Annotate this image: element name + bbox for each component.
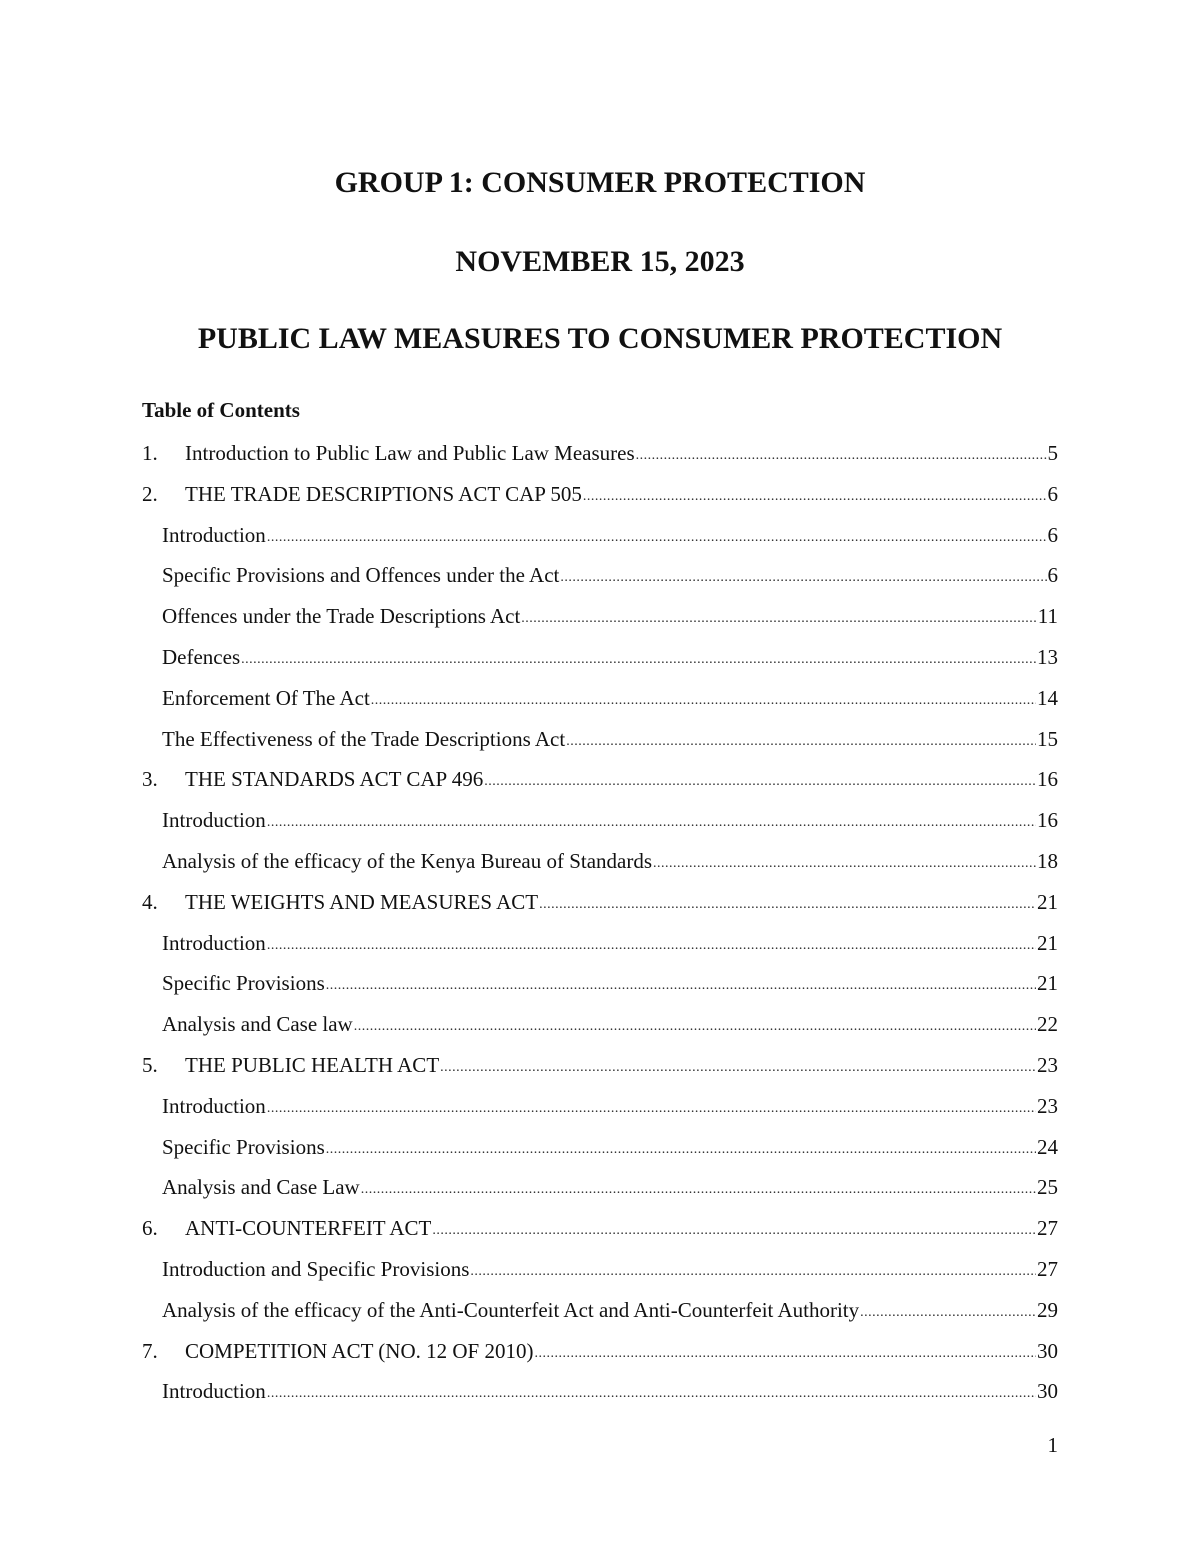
toc-entry-page: 21 <box>1037 971 1058 996</box>
toc-entry-page: 21 <box>1037 930 1058 955</box>
toc-dot-leader <box>267 1376 1036 1412</box>
toc-dot-leader <box>521 601 1036 637</box>
toc-entry-label: Introduction <box>162 1379 266 1404</box>
toc-entry-label: THE STANDARDS ACT CAP 496 <box>185 767 484 792</box>
toc-entry-subsection[interactable] <box>142 968 1058 1009</box>
toc-entry-label: Analysis and Case law <box>162 1012 353 1037</box>
toc-entry-label: COMPETITION ACT (NO. 12 OF 2010) <box>185 1338 534 1363</box>
toc-dot-leader <box>539 887 1036 923</box>
toc-entry-section[interactable] <box>142 438 1058 479</box>
toc-dot-leader <box>354 1009 1036 1045</box>
toc-entry-subsection[interactable] <box>142 1295 1058 1336</box>
toc-entry-subsection[interactable] <box>142 642 1058 683</box>
toc-entry-label: Specific Provisions <box>162 971 325 996</box>
toc-entry-page: 27 <box>1037 1256 1058 1281</box>
document-date: NOVEMBER 15, 2023 <box>455 245 745 278</box>
toc-entry-section[interactable] <box>142 1050 1058 1091</box>
toc-entry-subsection[interactable] <box>142 1172 1058 1213</box>
toc-entry-page: 23 <box>1037 1052 1058 1077</box>
toc-dot-leader <box>636 438 1047 474</box>
toc-entry-label: THE TRADE DESCRIPTIONS ACT CAP 505 <box>185 481 582 506</box>
toc-entry-page: 23 <box>1037 1093 1058 1118</box>
toc-entry-section[interactable] <box>142 1336 1058 1377</box>
toc-entry-label: THE PUBLIC HEALTH ACT <box>185 1052 440 1077</box>
toc-dot-leader <box>267 520 1047 556</box>
toc-entry-label: Analysis of the efficacy of the Anti-Counterfeit Act and Anti-Counterfeit Authority <box>162 1297 860 1322</box>
toc-entry-label: THE WEIGHTS AND MEASURES ACT <box>185 889 539 914</box>
toc-entry-section[interactable] <box>142 479 1058 520</box>
toc-entry-label: Offences under the Trade Descriptions Act <box>162 604 521 629</box>
toc-dot-leader <box>583 479 1047 515</box>
toc-dot-leader <box>267 928 1036 964</box>
page-number: 1 <box>1047 1433 1058 1457</box>
toc-entry-number: 2. <box>142 481 158 506</box>
toc-entry-label: Specific Provisions <box>162 1134 325 1159</box>
toc-entry-label: Introduction <box>162 522 266 547</box>
toc-dot-leader <box>361 1172 1036 1208</box>
toc-dot-leader <box>267 1091 1036 1127</box>
toc-dot-leader <box>470 1254 1036 1290</box>
toc-entry-page: 6 <box>1047 522 1058 547</box>
toc-entry-subsection[interactable] <box>142 683 1058 724</box>
toc-entry-number: 3. <box>142 767 158 792</box>
toc-entry-page: 15 <box>1037 726 1058 751</box>
toc-entry-subsection[interactable] <box>142 1254 1058 1295</box>
toc-dot-leader <box>560 560 1046 596</box>
toc-entry-subsection[interactable] <box>142 560 1058 601</box>
toc-entry-page: 30 <box>1037 1338 1058 1363</box>
toc-entry-page: 11 <box>1037 604 1058 629</box>
toc-dot-leader <box>326 968 1036 1004</box>
toc-entry-subsection[interactable] <box>142 1091 1058 1132</box>
toc-entry-number: 4. <box>142 889 158 914</box>
toc-entry-page: 22 <box>1037 1012 1058 1037</box>
toc-dot-leader <box>653 846 1036 882</box>
toc-entry-page: 29 <box>1037 1297 1058 1322</box>
toc-entry-page: 25 <box>1037 1175 1058 1200</box>
toc-dot-leader <box>326 1132 1036 1168</box>
toc-entry-page: 6 <box>1047 563 1058 588</box>
toc-dot-leader <box>440 1050 1036 1086</box>
toc-entry-page: 27 <box>1037 1216 1058 1241</box>
toc-entry-label: ANTI-COUNTERFEIT ACT <box>185 1216 432 1241</box>
toc-dot-leader <box>566 724 1036 760</box>
toc-entry-page: 14 <box>1037 685 1058 710</box>
toc-entry-label: Analysis of the efficacy of the Kenya Bureau of Standards <box>162 848 653 873</box>
toc-entry-label: Specific Provisions and Offences under the Act <box>162 563 560 588</box>
toc-entry-page: 21 <box>1037 889 1058 914</box>
toc-entry-page: 5 <box>1047 441 1058 465</box>
toc-entry-subsection[interactable] <box>142 928 1058 969</box>
table-of-contents <box>142 438 1058 1417</box>
toc-entry-section[interactable] <box>142 1213 1058 1254</box>
document-subtitle: PUBLIC LAW MEASURES TO CONSUMER PROTECTION <box>197 322 1003 355</box>
toc-entry-label: The Effectiveness of the Trade Descriptions Act <box>162 726 566 751</box>
toc-entry-section[interactable] <box>142 764 1058 805</box>
toc-entry-number: 7. <box>142 1338 158 1363</box>
toc-dot-leader <box>860 1295 1036 1331</box>
toc-entry-label: Introduction and Specific Provisions <box>162 1256 470 1281</box>
toc-entry-number: 6. <box>142 1216 158 1241</box>
toc-entry-subsection[interactable] <box>142 601 1058 642</box>
toc-entry-page: 13 <box>1037 644 1058 669</box>
toc-entry-subsection[interactable] <box>142 520 1058 561</box>
toc-entry-page: 16 <box>1037 808 1058 833</box>
toc-entry-number: 1. <box>142 441 158 465</box>
toc-entry-label: Introduction to Public Law and Public Law Measures <box>185 441 635 465</box>
toc-dot-leader <box>534 1336 1036 1372</box>
toc-entry-label: Introduction <box>162 930 266 955</box>
toc-entry-subsection[interactable] <box>142 805 1058 846</box>
toc-entry-page: 18 <box>1037 848 1058 873</box>
toc-entry-label: Enforcement Of The Act <box>162 685 370 710</box>
toc-entry-subsection[interactable] <box>142 724 1058 765</box>
toc-dot-leader <box>267 805 1036 841</box>
toc-entry-label: Introduction <box>162 808 266 833</box>
toc-entry-page: 16 <box>1037 767 1058 792</box>
toc-title: Table of Contents <box>142 398 300 422</box>
toc-dot-leader <box>241 642 1036 678</box>
toc-entry-subsection[interactable] <box>142 1009 1058 1050</box>
toc-entry-subsection[interactable] <box>142 846 1058 887</box>
toc-entry-page: 30 <box>1037 1379 1058 1404</box>
toc-entry-label: Introduction <box>162 1093 266 1118</box>
toc-entry-page: 6 <box>1047 481 1058 506</box>
toc-entry-page: 24 <box>1037 1134 1058 1159</box>
toc-entry-subsection[interactable] <box>142 1132 1058 1173</box>
toc-dot-leader <box>371 683 1036 719</box>
toc-dot-leader <box>484 764 1036 800</box>
toc-entry-subsection[interactable] <box>142 1376 1058 1417</box>
toc-entry-label: Analysis and Case Law <box>162 1175 360 1200</box>
toc-entry-number: 5. <box>142 1052 158 1077</box>
toc-entry-section[interactable] <box>142 887 1058 928</box>
document-title: GROUP 1: CONSUMER PROTECTION <box>334 166 866 199</box>
toc-entry-label: Defences <box>162 644 241 669</box>
toc-dot-leader <box>432 1213 1036 1249</box>
